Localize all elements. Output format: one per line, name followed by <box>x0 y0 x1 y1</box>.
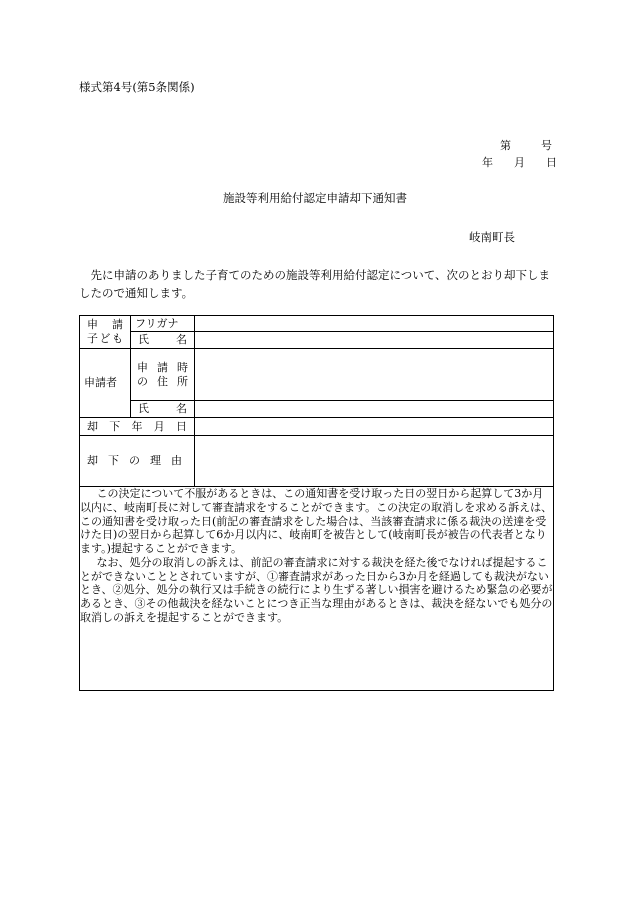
notice-paragraph-1: この決定について不服があるときは、この通知書を受け取った日の翌日から起算して3か月以内に、岐南町長に対して審査請求をすることができます。この決定の取消しを求める訴えは、この通知書を受け取った日(前記の審査請求をした場合は、当該審査請求に係る裁決の送達を受けた日)の翌日から起算して6か月以内に、岐南町を被告として(岐南町長が被告の代表者となります。)提起することができます。 <box>80 487 553 555</box>
date-year: 年 <box>482 156 493 169</box>
child-name-value[interactable] <box>195 332 554 349</box>
child-furigana-row <box>80 316 554 332</box>
rejection-date-row <box>80 418 554 436</box>
child-furigana-value[interactable] <box>195 316 554 332</box>
child-label-cell <box>80 316 131 349</box>
rejection-date-label: 却 下 年 月 日 <box>80 418 195 436</box>
applicant-name-label: 氏 名 <box>131 401 195 418</box>
applicant-label: 申請者 <box>80 349 131 418</box>
form-table <box>79 315 554 691</box>
applicant-name-value[interactable] <box>195 401 554 418</box>
appeal-notice <box>80 487 554 691</box>
address-value[interactable] <box>195 349 554 401</box>
applicant-name-row <box>80 401 554 418</box>
date-month: 月 <box>514 156 525 169</box>
rejection-reason-label: 却 下 の 理 由 <box>80 436 195 487</box>
rejection-reason-row <box>80 436 554 487</box>
document-title: 施設等利用給付認定申請却下通知書 <box>223 191 407 205</box>
applicant-address-row <box>80 349 554 401</box>
issue-date <box>482 157 557 168</box>
sender-name: 岐南町長 <box>469 230 515 244</box>
notice-row <box>80 487 554 691</box>
date-day: 日 <box>546 156 557 169</box>
child-name-row <box>80 332 554 349</box>
child-name-label: 氏 名 <box>131 332 195 349</box>
intro-text: 先に申請のありました子育てのための施設等利用給付認定について、次のとおり却下しましたので通知します。 <box>79 268 551 300</box>
document-number <box>500 140 552 151</box>
document-number-suffix: 号 <box>541 139 552 152</box>
notice-paragraph-2: なお、処分の取消しの訴えは、前記の審査請求に対する裁決を経た後でなければ提起することができないこととされていますが、①審査請求があった日から3か月を経過しても裁決がないとき、②処分、処分の執行又は手続きの続行により生ずる著しい損害を避けるため緊急の必要があるとき、③その他裁決を経ないことにつき正当な理由があるときは、裁決を経ないでも処分の取消しの訴えを提起することができます。 <box>80 555 553 624</box>
rejection-reason-value[interactable] <box>195 436 554 487</box>
document-number-prefix: 第 <box>500 139 511 152</box>
child-label-line-1: 申 請 <box>87 318 123 332</box>
form-number: 様式第4号(第5条関係) <box>79 80 195 94</box>
rejection-date-value[interactable] <box>195 418 554 436</box>
child-label-line-2: 子 ど も <box>87 332 123 345</box>
address-label: 申 請 時 の 住 所 <box>131 349 195 401</box>
furigana-label: フリガナ <box>131 316 195 332</box>
